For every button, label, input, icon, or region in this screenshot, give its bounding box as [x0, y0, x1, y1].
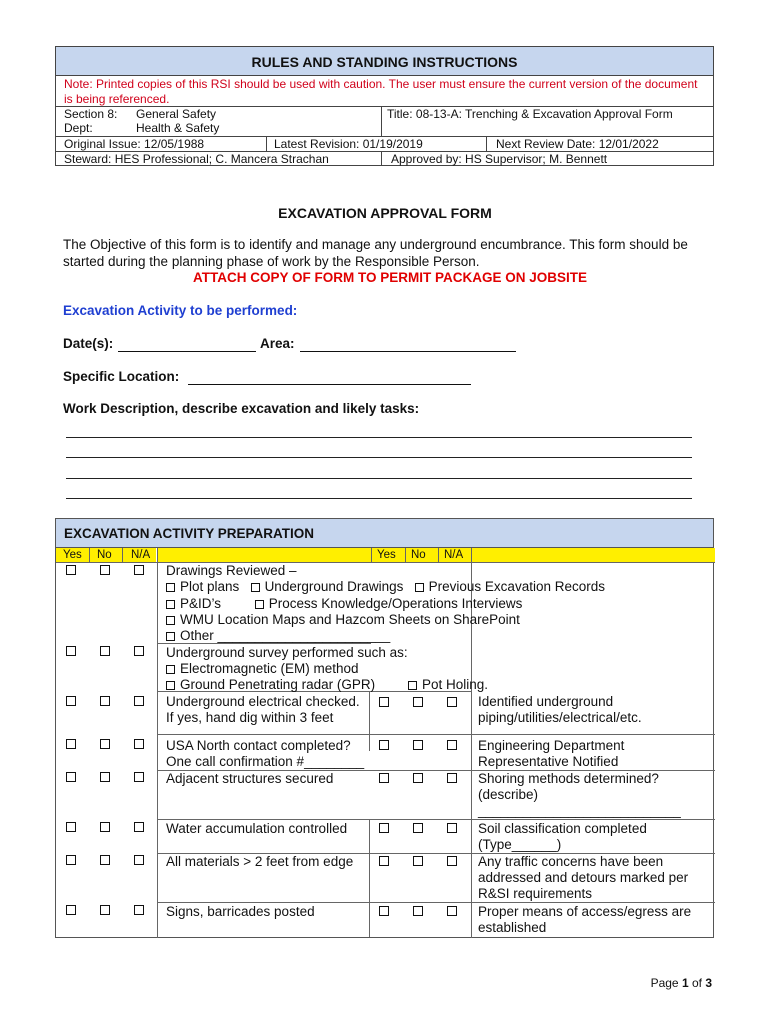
right-item-4-line-1: Soil classification completed [478, 821, 647, 836]
col-yes-right: Yes [372, 548, 405, 562]
divider [486, 136, 487, 151]
right-item-3-line-2: (describe) [478, 787, 539, 802]
na-checkbox[interactable] [134, 565, 144, 575]
plot-plans-checkbox[interactable] [166, 583, 175, 592]
survey-option-potholing [408, 677, 488, 694]
left-item-1-line-2: If yes, hand dig within 3 feet [166, 710, 334, 725]
other-checkbox[interactable] [166, 632, 175, 641]
approved-by: Approved by: HS Supervisor; M. Bennett [391, 152, 608, 166]
rsi-title: RULES AND STANDING INSTRUCTIONS [56, 47, 713, 76]
left-item-1-line-1: Underground electrical checked. [166, 694, 360, 709]
na-checkbox[interactable] [134, 696, 144, 706]
pids-checkbox[interactable] [166, 600, 175, 609]
left-item-3-line-1: Adjacent structures secured [166, 771, 334, 786]
divider [89, 548, 90, 562]
wmu-maps-label: WMU Location Maps and Hazcom Sheets on SharePoint [180, 612, 520, 627]
no-checkbox[interactable] [100, 855, 110, 865]
col-yes-left: Yes [56, 548, 89, 562]
section-value: General Safety [136, 107, 217, 121]
divider [405, 548, 406, 562]
process-knowledge-label: Process Knowledge/Operations Interviews [268, 596, 523, 611]
location-label: Specific Location: [63, 369, 180, 384]
col-no-right: No [406, 548, 438, 562]
col-no-left: No [90, 548, 122, 562]
yes-checkbox[interactable] [66, 696, 76, 706]
drawings-options-row-4 [166, 628, 390, 645]
yes-checkbox[interactable] [379, 773, 389, 783]
right-item-2-line-1: Engineering Department [478, 738, 625, 753]
na-checkbox[interactable] [134, 905, 144, 915]
drawings-reviewed-title: Drawings Reviewed – [166, 563, 297, 578]
activity-table-title: EXCAVATION ACTIVITY PREPARATION [56, 519, 713, 548]
na-checkbox[interactable] [447, 773, 457, 783]
right-item-1-line-1: Identified underground [478, 694, 614, 709]
right-item-6-line-2: established [478, 920, 547, 935]
no-checkbox[interactable] [100, 739, 110, 749]
divider [471, 548, 472, 562]
divider [381, 151, 382, 166]
no-checkbox[interactable] [413, 773, 423, 783]
work-description-line[interactable] [66, 457, 692, 458]
previous-records-label: Previous Excavation Records [428, 579, 605, 594]
attach-notice: ATTACH COPY OF FORM TO PERMIT PACKAGE ON JOBSITE [192, 270, 588, 285]
no-checkbox[interactable] [100, 646, 110, 656]
col-na-right: N/A [439, 548, 471, 562]
objective-line-1: The Objective of this form is to identify and manage any underground encumbrance. This form should be [63, 237, 688, 252]
area-label: Area: [260, 336, 295, 351]
underground-drawings-label: Underground Drawings [264, 579, 404, 594]
col-blank [158, 548, 371, 562]
pids-label: P&ID’s [180, 596, 222, 611]
yes-checkbox[interactable] [66, 565, 76, 575]
latest-revision: Latest Revision: 01/19/2019 [274, 137, 423, 151]
no-checkbox[interactable] [100, 696, 110, 706]
original-issue: Original Issue: 12/05/1988 [64, 137, 205, 151]
right-item-2-line-2: Representative Notified [478, 754, 619, 769]
drawings-options-row-2 [166, 596, 522, 613]
yes-checkbox[interactable] [379, 697, 389, 707]
em-method-checkbox[interactable] [166, 665, 175, 674]
na-checkbox[interactable] [447, 823, 457, 833]
na-checkbox[interactable] [447, 740, 457, 750]
activity-heading: Excavation Activity to be performed: [63, 303, 298, 318]
no-checkbox[interactable] [100, 905, 110, 915]
right-item-1-line-2: piping/utilities/electrical/etc. [478, 710, 642, 725]
col-na-left: N/A [123, 548, 156, 562]
dept-value: Health & Safety [136, 121, 220, 135]
no-checkbox[interactable] [413, 856, 423, 866]
left-item-5-line-1: All materials > 2 feet from edge [166, 854, 354, 869]
objective-line-2: started during the planning phase of work by the Responsible Person. [63, 254, 480, 269]
pot-holing-checkbox[interactable] [408, 681, 417, 690]
steward: Steward: HES Professional; C. Mancera Strachan [64, 152, 329, 166]
document-title: Title: 08-13-A: Trenching & Excavation Approval Form [387, 107, 673, 121]
no-checkbox[interactable] [100, 565, 110, 575]
no-checkbox[interactable] [100, 822, 110, 832]
left-item-2-line-1: USA North contact completed? [166, 738, 351, 753]
plot-plans-label: Plot plans [180, 579, 240, 594]
left-item-6-line-1: Signs, barricades posted [166, 904, 315, 919]
work-description-line[interactable] [66, 478, 692, 479]
divider [56, 562, 715, 563]
divider [381, 106, 382, 137]
left-item-4-line-1: Water accumulation controlled [166, 821, 348, 836]
right-item-5-line-2: addressed and detours marked per [478, 870, 689, 885]
other-label: Other _______________________ [180, 628, 391, 643]
no-checkbox[interactable] [413, 906, 423, 916]
right-item-3-line-3[interactable]: ___________________________ [478, 803, 681, 818]
na-checkbox[interactable] [447, 906, 457, 916]
no-checkbox[interactable] [413, 697, 423, 707]
yes-checkbox[interactable] [66, 905, 76, 915]
form-title: EXCAVATION APPROVAL FORM [278, 205, 492, 221]
page-of: of [688, 976, 706, 990]
area-field[interactable] [300, 337, 516, 352]
underground-drawings-checkbox[interactable] [251, 583, 260, 592]
divider [371, 548, 372, 562]
wmu-maps-checkbox[interactable] [166, 616, 175, 625]
em-method-label: Electromagnetic (EM) method [180, 661, 359, 676]
no-checkbox[interactable] [100, 772, 110, 782]
right-item-5-line-1: Any traffic concerns have been [478, 854, 664, 869]
na-checkbox[interactable] [134, 772, 144, 782]
activity-preparation-table [55, 518, 714, 938]
yes-checkbox[interactable] [379, 856, 389, 866]
na-checkbox[interactable] [134, 646, 144, 656]
survey-title: Underground survey performed such as: [166, 645, 408, 660]
next-review-date: Next Review Date: 12/01/2022 [496, 137, 659, 151]
page-total: 3 [705, 976, 712, 990]
dates-label: Date(s): [63, 336, 114, 351]
drawings-options-row-3 [166, 612, 520, 629]
divider [369, 819, 370, 937]
divider [157, 548, 158, 938]
yes-checkbox[interactable] [379, 823, 389, 833]
col-blank [472, 548, 715, 562]
right-item-6-line-1: Proper means of access/egress are [478, 904, 692, 919]
na-checkbox[interactable] [134, 822, 144, 832]
pot-holing-label: Pot Holing. [422, 677, 489, 692]
yes-checkbox[interactable] [66, 822, 76, 832]
gpr-label: Ground Penetrating radar (GPR) [180, 677, 376, 692]
rsi-header-table [55, 46, 714, 166]
drawings-options-row-1 [166, 579, 605, 596]
yes-checkbox[interactable] [66, 739, 76, 749]
survey-option-em [166, 661, 359, 678]
na-checkbox[interactable] [447, 856, 457, 866]
work-description-label: Work Description, describe excavation and likely tasks: [63, 401, 420, 416]
na-checkbox[interactable] [134, 855, 144, 865]
process-knowledge-checkbox[interactable] [255, 600, 264, 609]
divider [158, 902, 715, 903]
yes-checkbox[interactable] [66, 772, 76, 782]
dept-label: Dept: [64, 121, 93, 135]
divider [266, 136, 267, 151]
na-checkbox[interactable] [447, 697, 457, 707]
no-checkbox[interactable] [413, 823, 423, 833]
left-item-2-line-2: One call confirmation #________ [166, 754, 365, 769]
yes-checkbox[interactable] [379, 740, 389, 750]
page-prefix: Page [650, 976, 682, 990]
divider [158, 734, 715, 735]
no-checkbox[interactable] [413, 740, 423, 750]
work-description-line[interactable] [66, 437, 692, 438]
right-item-3-line-1: Shoring methods determined? [478, 771, 659, 786]
gpr-checkbox[interactable] [166, 681, 175, 690]
yes-checkbox[interactable] [379, 906, 389, 916]
section-label: Section 8: [64, 107, 118, 121]
yes-checkbox[interactable] [66, 855, 76, 865]
divider [122, 548, 123, 562]
yes-checkbox[interactable] [66, 646, 76, 656]
dates-field[interactable] [118, 337, 256, 352]
caution-note: Note: Printed copies of this RSI should be used with caution. The user must ensure the current version of the document is being referenced. [64, 77, 698, 106]
page-number [651, 976, 712, 990]
divider [369, 691, 370, 751]
survey-option-gpr [166, 677, 375, 694]
na-checkbox[interactable] [134, 739, 144, 749]
divider [438, 548, 439, 562]
right-item-4-line-2: (Type______) [478, 837, 562, 852]
location-field[interactable] [188, 370, 471, 385]
page-current: 1 [681, 976, 689, 990]
work-description-line[interactable] [66, 498, 692, 499]
previous-records-checkbox[interactable] [415, 583, 424, 592]
right-item-5-line-3: R&SI requirements [478, 886, 593, 901]
